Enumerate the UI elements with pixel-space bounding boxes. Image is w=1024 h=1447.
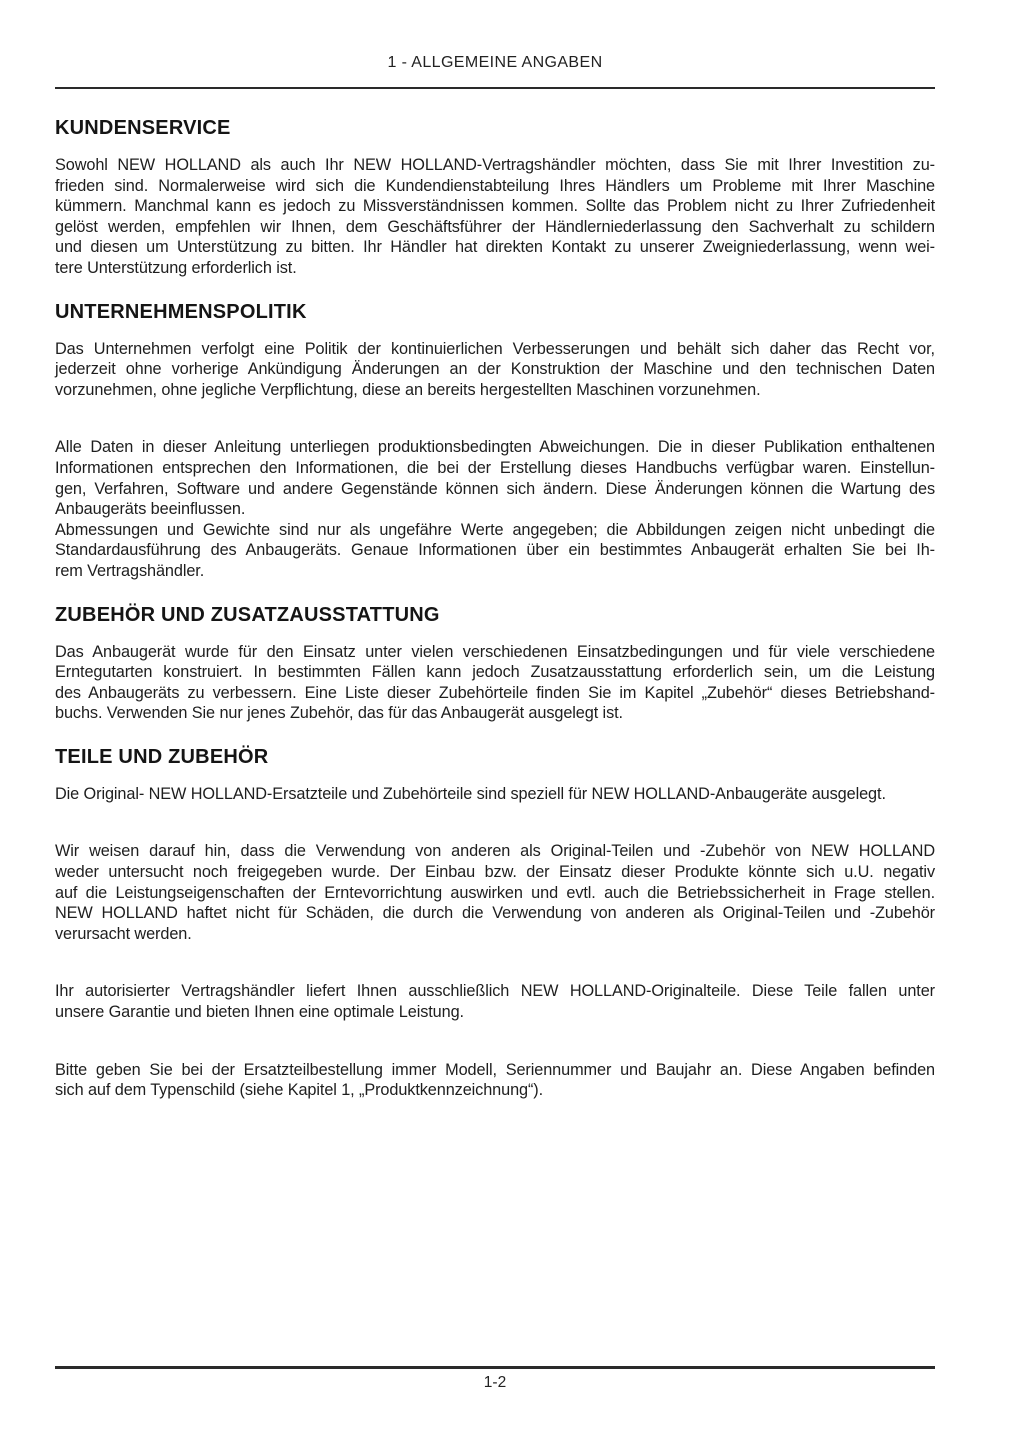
text-line: Wir weisen darauf hin, dass die Verwendung von anderen als Original-Teilen und -Zubehör von NEW HOLLAND: [55, 842, 935, 861]
text-line: gen, Verfahren, Software und andere Gegenstände können sich ändern. Diese Änderungen können die Wartung des: [55, 479, 935, 498]
page-number: 1-2: [483, 1374, 507, 1391]
running-header: 1 - ALLGEMEINE ANGABEN: [387, 54, 603, 71]
section-heading-kundenservice: KUNDENSERVICE: [55, 117, 231, 139]
text-line: Sowohl NEW HOLLAND als auch Ihr NEW HOLLAND-Vertragshändler möchten, dass Sie mit Ihrer Investition zu-: [55, 156, 935, 174]
text-line: weder untersucht noch freigegeben wurde. Der Einbau bzw. der Einsatz dieser Produkte könnte sich u.U. negativ: [55, 863, 935, 882]
section-heading-zubehoer-und-zusatzausstattung: ZUBEHÖR UND ZUSATZAUSSTATTUNG: [55, 603, 440, 626]
text-line: Informationen entsprechen den Informationen, die bei der Erstellung dieses Handbuchs verfügbar waren. Einstellun-: [55, 458, 935, 477]
paragraph: [55, 1060, 935, 1101]
header-rule: [55, 87, 935, 89]
text-line: NEW HOLLAND haftet nicht für Schäden, die durch die Verwendung von anderen als Original-Teilen und -Zubehör: [55, 904, 935, 923]
text-line: rem Vertragshändler.: [55, 561, 205, 580]
text-line: Alle Daten in dieser Anleitung unterliegen produktionsbedingten Abweichungen. Die in dieser Publikation enthaltenen: [55, 438, 935, 457]
text-line: tere Unterstützung erforderlich ist.: [55, 258, 297, 277]
text-line: buchs. Verwenden Sie nur jenes Zubehör, das für das Anbaugerät ausgelegt ist.: [55, 704, 623, 723]
text-line: Das Unternehmen verfolgt eine Politik der kontinuierlichen Verbesserungen und behält sich daher das Recht vor,: [55, 339, 935, 358]
text-line: Ihr autorisierter Vertragshändler liefert Ihnen ausschließlich NEW HOLLAND-Originalteile. Diese Teile fallen unter: [55, 982, 935, 1001]
document-page: [55, 0, 935, 1101]
text-line: Bitte geben Sie bei der Ersatzteilbestellung immer Modell, Seriennummer und Baujahr an. Diese Angaben befinden: [55, 1060, 935, 1079]
text-line: auf die Leistungseigenschaften der Erntevorrichtung auswirken und evtl. auch die Betriebssicherheit in Frage stellen.: [55, 883, 935, 902]
text-line: gelöst werden, empfehlen wir Ihnen, dem Geschäftsführer der Händlerniederlassung den Sachverhalt zu schildern: [55, 217, 935, 236]
paragraph: [55, 155, 935, 279]
page-footer: [55, 1366, 935, 1392]
text-line: Anbaugeräts beeinflussen.: [55, 500, 246, 519]
paragraph: [55, 520, 935, 582]
paragraph: [55, 339, 935, 401]
text-line: frieden sind. Normalerweise wird sich die Kundendienstabteilung Ihres Händlers um Probleme mit Ihrer Maschine: [55, 176, 935, 195]
footer-rule: [55, 1366, 935, 1369]
text-line: unsere Garantie und bieten Ihnen eine optimale Leistung.: [55, 1003, 464, 1022]
paragraph: [55, 981, 935, 1022]
text-line: verursacht werden.: [55, 924, 192, 943]
text-line: Die Original- NEW HOLLAND-Ersatzteile und Zubehörteile sind speziell für NEW HOLLAND-Anbaugeräte ausgelegt.: [55, 784, 886, 803]
text-line: Abmessungen und Gewichte sind nur als ungefähre Werte angegeben; die Abbildungen zeigen nicht unbedingt die: [55, 520, 935, 539]
text-line: kümmern. Manchmal kann es jedoch zu Missverständnissen kommen. Sollte das Problem nicht zu Ihrer Zufriedenheit: [55, 197, 935, 216]
text-line: des Anbaugeräts zu verbessern. Eine Liste dieser Zubehörteile finden Sie im Kapitel „Zubehör“ dieses Betriebshand-: [55, 683, 935, 702]
section-heading-teile-und-zubehoer: TEILE UND ZUBEHÖR: [55, 745, 269, 768]
paragraph: [55, 642, 935, 724]
text-line: Erntegutarten konstruiert. In bestimmten Fällen kann jedoch Zusatzausstattung erforderlich sein, um die Leistung: [55, 663, 935, 682]
paragraph: [55, 784, 935, 805]
text-line: Standardausführung des Anbaugeräts. Genaue Informationen über ein bestimmtes Anbaugerät erhalten Sie bei Ih-: [55, 541, 935, 560]
text-line: Das Anbaugerät wurde für den Einsatz unter vielen verschiedenen Einsatzbedingungen und für viele verschiedene: [55, 642, 935, 661]
text-line: vorzunehmen, ohne jegliche Verpflichtung, diese an bereits hergestellten Maschinen vorzunehmen.: [55, 380, 761, 399]
section-heading-unternehmenspolitik: UNTERNEHMENSPOLITIK: [55, 300, 307, 323]
paragraph: [55, 841, 935, 944]
paragraph: [55, 437, 935, 519]
text-line: jederzeit ohne vorherige Ankündigung Änderungen an der Konstruktion der Maschine und den technischen Daten: [55, 360, 935, 379]
text-line: sich auf dem Typenschild (siehe Kapitel 1, „Produktkennzeichnung“).: [55, 1081, 544, 1100]
text-line: und diesen um Unterstützung zu bitten. Ihr Händler hat direkten Kontakt zu unserer Zweigniederlassung, wenn wei-: [55, 238, 935, 257]
